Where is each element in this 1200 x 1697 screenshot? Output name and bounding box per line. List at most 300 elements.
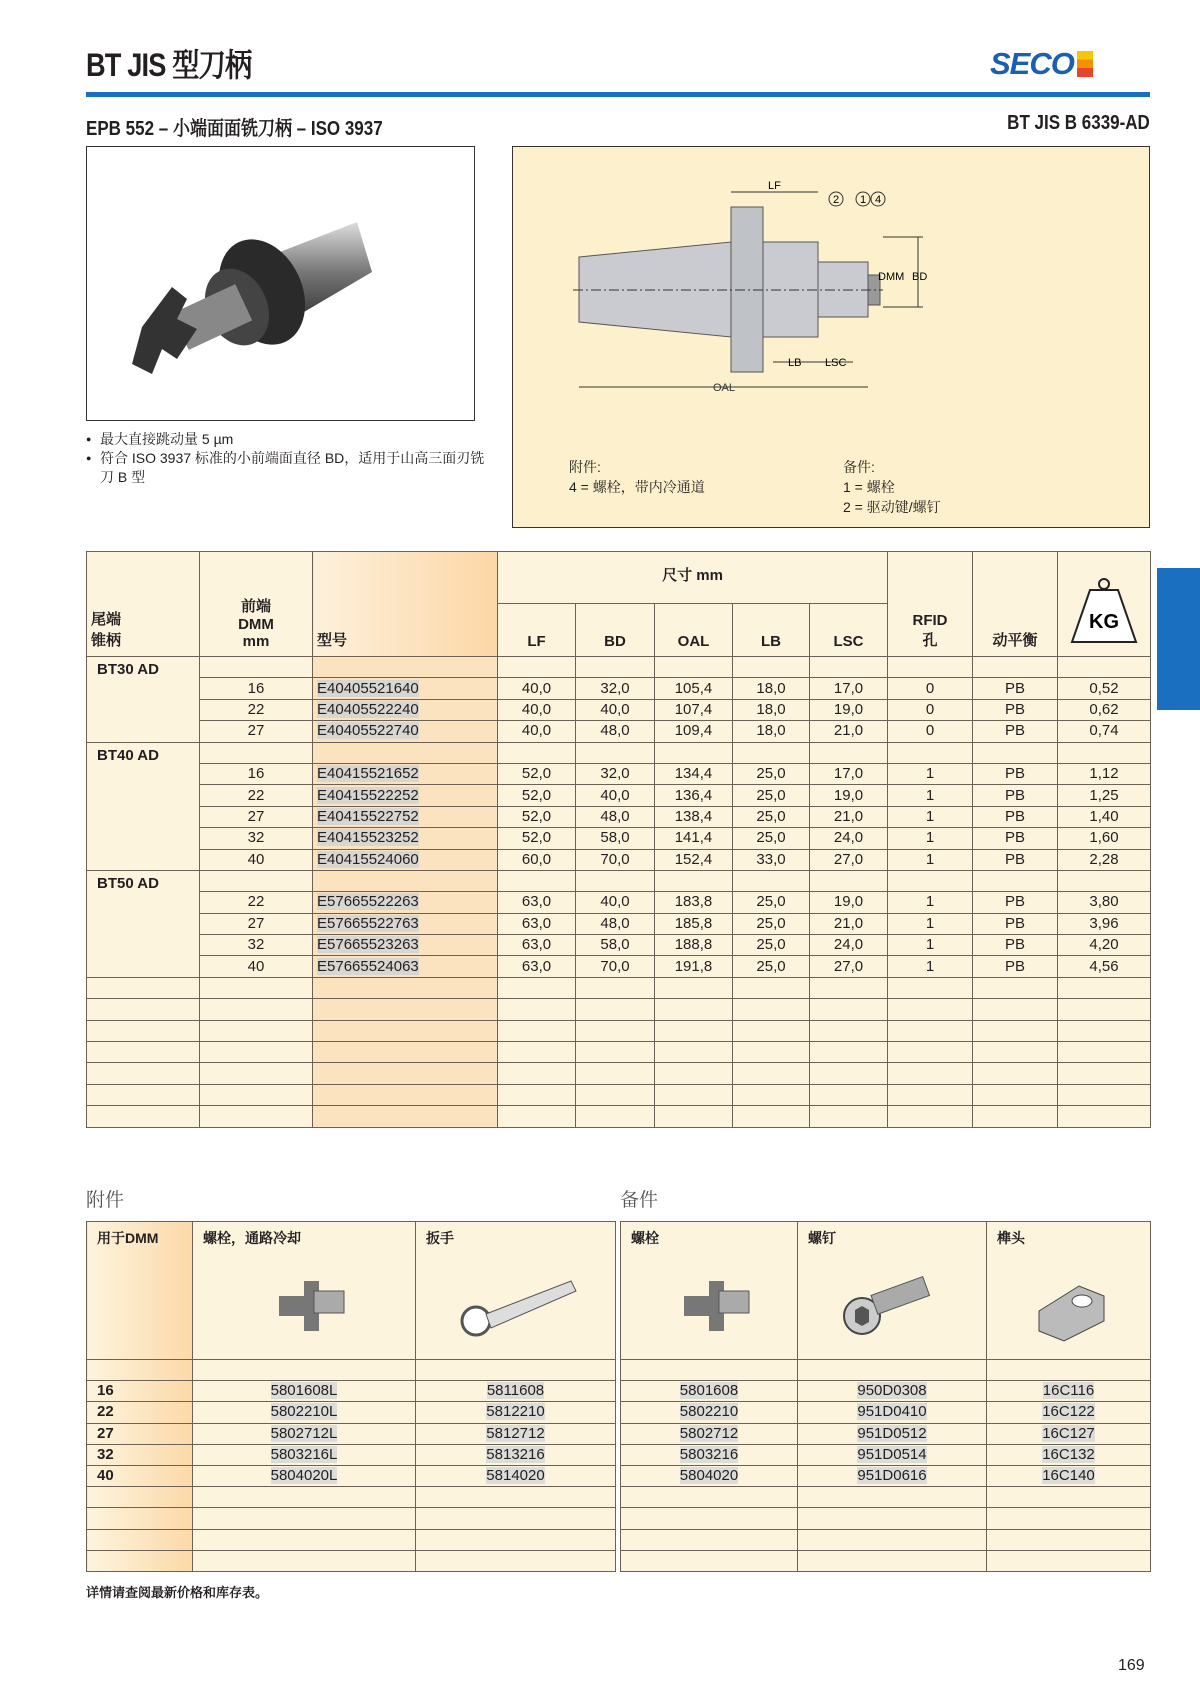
table-row bbox=[621, 1423, 1151, 1444]
col-header-bolt bbox=[621, 1222, 798, 1360]
part-number: 16C132 bbox=[1042, 1445, 1095, 1463]
bd-cell: 58,0 bbox=[576, 828, 655, 849]
table-row bbox=[87, 785, 1151, 806]
empty-cell bbox=[313, 1042, 498, 1063]
balance-cell: PB bbox=[973, 892, 1058, 913]
weight-cell: 0,62 bbox=[1058, 699, 1151, 720]
empty-cell bbox=[576, 1106, 655, 1127]
weight-cell: 4,56 bbox=[1058, 956, 1151, 977]
header-label: 榫头 bbox=[997, 1230, 1025, 1246]
empty-cell bbox=[973, 742, 1058, 763]
balance-cell: PB bbox=[973, 785, 1058, 806]
lsc-cell: 19,0 bbox=[810, 699, 888, 720]
empty-cell bbox=[1058, 742, 1151, 763]
empty-cell bbox=[416, 1529, 616, 1550]
spares-note-title: 备件: bbox=[843, 459, 875, 475]
product-subtitle: EPB 552 – 小端面面铣刀柄 – ISO 3937 bbox=[86, 118, 383, 140]
weight-cell: 3,96 bbox=[1058, 913, 1151, 934]
empty-cell bbox=[313, 999, 498, 1020]
empty-row bbox=[87, 1084, 1151, 1105]
empty-row bbox=[87, 1020, 1151, 1041]
value-cell bbox=[193, 1381, 416, 1402]
empty-cell bbox=[973, 977, 1058, 998]
empty-cell bbox=[621, 1550, 798, 1571]
model-number: E40405522240 bbox=[317, 700, 419, 718]
empty-row bbox=[87, 1063, 1151, 1084]
empty-row bbox=[87, 1550, 616, 1571]
empty-cell bbox=[973, 657, 1058, 678]
empty-cell bbox=[193, 1487, 416, 1508]
bd-cell: 48,0 bbox=[576, 913, 655, 934]
oal-cell: 138,4 bbox=[655, 806, 733, 827]
rfid-cell: 0 bbox=[888, 721, 973, 742]
empty-cell bbox=[655, 1063, 733, 1084]
lf-cell: 63,0 bbox=[498, 956, 576, 977]
empty-cell bbox=[200, 1020, 313, 1041]
empty-cell bbox=[87, 1042, 200, 1063]
oal-cell: 109,4 bbox=[655, 721, 733, 742]
value-cell bbox=[193, 1465, 416, 1486]
empty-cell bbox=[416, 1487, 616, 1508]
empty-cell bbox=[655, 1106, 733, 1127]
lsc-cell: 27,0 bbox=[810, 849, 888, 870]
dmm-cell: 16 bbox=[200, 678, 313, 699]
bd-cell: 48,0 bbox=[576, 721, 655, 742]
part-number: 16C127 bbox=[1042, 1424, 1095, 1442]
table-row bbox=[87, 678, 1151, 699]
header-divider bbox=[86, 92, 1150, 97]
value-cell bbox=[416, 1444, 616, 1465]
dmm-cell: 16 bbox=[200, 763, 313, 784]
shank-group-label: BT30 AD bbox=[87, 657, 200, 743]
model-number: E57665523263 bbox=[317, 936, 419, 954]
value-cell bbox=[621, 1465, 798, 1486]
weight-cell: 4,20 bbox=[1058, 935, 1151, 956]
standard-label: BT JIS B 6339-AD bbox=[1007, 112, 1150, 134]
col-header-rfid: RFID 孔 bbox=[888, 552, 973, 657]
bd-cell: 58,0 bbox=[576, 935, 655, 956]
table-row bbox=[87, 1402, 616, 1423]
balance-cell: PB bbox=[973, 828, 1058, 849]
col-header-screw bbox=[798, 1222, 987, 1360]
part-number: 5803216L bbox=[270, 1445, 338, 1463]
model-cell bbox=[313, 892, 498, 913]
balance-cell: PB bbox=[973, 913, 1058, 934]
empty-cell bbox=[888, 977, 973, 998]
weight-cell: 2,28 bbox=[1058, 849, 1151, 870]
lb-cell: 25,0 bbox=[733, 913, 810, 934]
value-cell bbox=[193, 1444, 416, 1465]
empty-cell bbox=[888, 657, 973, 678]
table-row bbox=[87, 913, 1151, 934]
empty-cell bbox=[621, 1487, 798, 1508]
weight-cell: 1,60 bbox=[1058, 828, 1151, 849]
value-cell bbox=[621, 1402, 798, 1423]
part-number: 951D0410 bbox=[857, 1403, 927, 1421]
model-cell bbox=[313, 785, 498, 806]
part-number: 5812712 bbox=[486, 1424, 545, 1442]
col-header-dmm: 前端 DMM mm bbox=[200, 552, 313, 657]
empty-cell bbox=[87, 977, 200, 998]
balance-cell: PB bbox=[973, 763, 1058, 784]
empty-cell bbox=[810, 1042, 888, 1063]
empty-cell bbox=[1058, 1063, 1151, 1084]
dmm-cell: 32 bbox=[200, 935, 313, 956]
empty-cell bbox=[810, 657, 888, 678]
empty-cell bbox=[621, 1529, 798, 1550]
table-row bbox=[87, 956, 1151, 977]
empty-cell bbox=[313, 977, 498, 998]
empty-row bbox=[87, 1360, 616, 1381]
accessories-note bbox=[569, 457, 705, 497]
empty-cell bbox=[810, 999, 888, 1020]
model-cell bbox=[313, 935, 498, 956]
empty-cell bbox=[313, 1084, 498, 1105]
accessories-title: 附件 bbox=[86, 1190, 125, 1211]
feature-list bbox=[86, 430, 486, 487]
col-header-lf: LF bbox=[498, 604, 576, 657]
empty-cell bbox=[498, 870, 576, 891]
empty-cell bbox=[621, 1360, 798, 1381]
empty-cell bbox=[733, 1106, 810, 1127]
col-header-bd: BD bbox=[576, 604, 655, 657]
col-header-model: 型号 bbox=[313, 552, 498, 657]
lf-cell: 52,0 bbox=[498, 763, 576, 784]
wrench-icon bbox=[446, 1266, 586, 1346]
lf-label: LF bbox=[768, 180, 781, 192]
empty-cell bbox=[498, 1020, 576, 1041]
empty-cell bbox=[87, 1508, 193, 1529]
empty-cell bbox=[733, 742, 810, 763]
model-cell bbox=[313, 721, 498, 742]
lb-cell: 33,0 bbox=[733, 849, 810, 870]
empty-cell bbox=[798, 1487, 987, 1508]
weight-icon bbox=[1068, 576, 1140, 646]
dmm-cell: 27 bbox=[200, 806, 313, 827]
screw-icon bbox=[837, 1266, 947, 1346]
empty-cell bbox=[576, 1084, 655, 1105]
empty-cell bbox=[655, 1042, 733, 1063]
lsc-cell: 27,0 bbox=[810, 956, 888, 977]
value-cell bbox=[416, 1465, 616, 1486]
toolholder-drawing-icon bbox=[513, 147, 1151, 437]
bolt-icon bbox=[664, 1266, 754, 1346]
model-cell bbox=[313, 913, 498, 934]
empty-cell bbox=[888, 870, 973, 891]
value-cell bbox=[798, 1381, 987, 1402]
table-row bbox=[87, 849, 1151, 870]
empty-cell bbox=[810, 742, 888, 763]
empty-cell bbox=[193, 1550, 416, 1571]
model-number: E40415522752 bbox=[317, 807, 419, 825]
empty-cell bbox=[733, 977, 810, 998]
col-header-oal: OAL bbox=[655, 604, 733, 657]
empty-cell bbox=[987, 1550, 1151, 1571]
rfid-cell: 1 bbox=[888, 828, 973, 849]
bd-cell: 70,0 bbox=[576, 956, 655, 977]
page-title: BT JIS 型刀柄 bbox=[86, 47, 252, 83]
empty-cell bbox=[200, 657, 313, 678]
part-number: 950D0308 bbox=[857, 1382, 927, 1400]
table-row bbox=[87, 1465, 616, 1486]
table-row bbox=[621, 1402, 1151, 1423]
empty-row bbox=[87, 1529, 616, 1550]
weight-cell: 3,80 bbox=[1058, 892, 1151, 913]
empty-cell bbox=[200, 1063, 313, 1084]
empty-cell bbox=[193, 1508, 416, 1529]
empty-cell bbox=[888, 999, 973, 1020]
empty-cell bbox=[1058, 870, 1151, 891]
lb-label: LB bbox=[788, 357, 802, 369]
model-number: E57665524063 bbox=[317, 957, 419, 975]
table-row bbox=[87, 721, 1151, 742]
model-cell bbox=[313, 806, 498, 827]
toolholder-image-icon bbox=[87, 147, 476, 422]
lf-cell: 52,0 bbox=[498, 828, 576, 849]
empty-row bbox=[621, 1508, 1151, 1529]
empty-cell bbox=[1058, 1084, 1151, 1105]
empty-cell bbox=[888, 1063, 973, 1084]
drive-key-icon bbox=[1024, 1266, 1114, 1346]
bd-cell: 48,0 bbox=[576, 806, 655, 827]
header-label: 扳手 bbox=[426, 1230, 454, 1246]
empty-cell bbox=[576, 742, 655, 763]
lb-cell: 25,0 bbox=[733, 785, 810, 806]
value-cell bbox=[416, 1423, 616, 1444]
empty-row bbox=[87, 999, 1151, 1020]
rfid-cell: 1 bbox=[888, 892, 973, 913]
empty-cell bbox=[576, 1042, 655, 1063]
lb-cell: 18,0 bbox=[733, 721, 810, 742]
part-number: 5804020L bbox=[270, 1467, 338, 1485]
model-number: E40415522252 bbox=[317, 786, 419, 804]
logo-mark-icon bbox=[1077, 51, 1093, 77]
empty-cell bbox=[973, 1020, 1058, 1041]
part-number: 5811608 bbox=[486, 1382, 545, 1400]
empty-cell bbox=[973, 999, 1058, 1020]
value-cell bbox=[621, 1444, 798, 1465]
table-row bbox=[87, 1423, 616, 1444]
empty-cell bbox=[576, 977, 655, 998]
balance-cell: PB bbox=[973, 678, 1058, 699]
lb-cell: 25,0 bbox=[733, 763, 810, 784]
oal-cell: 136,4 bbox=[655, 785, 733, 806]
page-number: 169 bbox=[1118, 1657, 1145, 1674]
bd-cell: 32,0 bbox=[576, 763, 655, 784]
empty-cell bbox=[655, 870, 733, 891]
part-number: 16C140 bbox=[1042, 1467, 1095, 1485]
shank-group-label: BT40 AD bbox=[87, 742, 200, 870]
spares-table bbox=[620, 1221, 1151, 1572]
part-number: 5801608 bbox=[679, 1382, 739, 1400]
empty-cell bbox=[655, 1084, 733, 1105]
coolant-bolt-icon bbox=[259, 1266, 349, 1346]
empty-cell bbox=[1058, 1020, 1151, 1041]
oal-cell: 191,8 bbox=[655, 956, 733, 977]
model-number: E57665522263 bbox=[317, 893, 419, 911]
rfid-cell: 1 bbox=[888, 956, 973, 977]
bd-cell: 40,0 bbox=[576, 785, 655, 806]
empty-cell bbox=[498, 657, 576, 678]
bd-cell: 40,0 bbox=[576, 699, 655, 720]
table-row bbox=[87, 1444, 616, 1465]
header-label: 用于DMM bbox=[97, 1230, 159, 1246]
bd-cell: 32,0 bbox=[576, 678, 655, 699]
empty-cell bbox=[87, 1020, 200, 1041]
part-number: 5802712L bbox=[270, 1424, 338, 1442]
dmm-label: DMM bbox=[878, 271, 905, 283]
lf-cell: 63,0 bbox=[498, 913, 576, 934]
oal-cell: 185,8 bbox=[655, 913, 733, 934]
model-number: E40405521640 bbox=[317, 679, 419, 697]
product-photo bbox=[86, 146, 475, 421]
col-header-dimensions: 尺寸 mm bbox=[498, 552, 888, 604]
empty-cell bbox=[810, 870, 888, 891]
empty-row bbox=[87, 1106, 1151, 1127]
accessories-note-title: 附件: bbox=[569, 459, 601, 475]
col-header-wrench bbox=[416, 1222, 616, 1360]
lsc-label: LSC bbox=[825, 357, 847, 369]
seco-logo bbox=[990, 46, 1093, 82]
accessories-table bbox=[86, 1221, 616, 1572]
weight-unit: KG bbox=[1089, 611, 1119, 633]
empty-cell bbox=[576, 999, 655, 1020]
empty-cell bbox=[733, 1063, 810, 1084]
empty-cell bbox=[313, 742, 498, 763]
empty-cell bbox=[973, 1106, 1058, 1127]
lf-cell: 52,0 bbox=[498, 785, 576, 806]
empty-cell bbox=[87, 1360, 193, 1381]
table-row bbox=[87, 699, 1151, 720]
model-number: E40415521652 bbox=[317, 765, 419, 783]
empty-cell bbox=[87, 1487, 193, 1508]
dmm-cell: 22 bbox=[200, 892, 313, 913]
group-row bbox=[87, 742, 1151, 763]
value-cell: 40 bbox=[87, 1465, 193, 1486]
lf-cell: 63,0 bbox=[498, 892, 576, 913]
empty-cell bbox=[498, 1042, 576, 1063]
rfid-cell: 0 bbox=[888, 699, 973, 720]
value-cell: 16 bbox=[87, 1381, 193, 1402]
empty-cell bbox=[798, 1508, 987, 1529]
shank-group-label: BT50 AD bbox=[87, 870, 200, 977]
lb-cell: 25,0 bbox=[733, 806, 810, 827]
col-header-lb: LB bbox=[733, 604, 810, 657]
spares-note bbox=[843, 457, 941, 517]
empty-cell bbox=[193, 1529, 416, 1550]
table-row bbox=[87, 892, 1151, 913]
callout-2: 2 bbox=[833, 194, 840, 206]
col-header-lsc: LSC bbox=[810, 604, 888, 657]
part-number: 5814020 bbox=[486, 1467, 545, 1485]
value-cell bbox=[987, 1465, 1151, 1486]
oal-cell: 183,8 bbox=[655, 892, 733, 913]
empty-cell bbox=[87, 1084, 200, 1105]
empty-cell bbox=[1058, 977, 1151, 998]
part-number: 951D0514 bbox=[857, 1445, 927, 1463]
section-tab bbox=[1157, 568, 1200, 710]
empty-cell bbox=[888, 1106, 973, 1127]
empty-cell bbox=[87, 1106, 200, 1127]
model-number: E57665522763 bbox=[317, 914, 419, 932]
empty-cell bbox=[987, 1360, 1151, 1381]
empty-cell bbox=[798, 1360, 987, 1381]
lsc-cell: 17,0 bbox=[810, 763, 888, 784]
empty-cell bbox=[733, 999, 810, 1020]
empty-cell bbox=[200, 977, 313, 998]
lb-cell: 25,0 bbox=[733, 828, 810, 849]
feature-item: ● 最大直接跳动量 5 µm bbox=[86, 430, 486, 449]
empty-cell bbox=[810, 1063, 888, 1084]
value-cell bbox=[798, 1402, 987, 1423]
feature-item: ● 符合 ISO 3937 标准的小前端面直径 BD，适用于山高三面刃铣刀 B 型 bbox=[86, 449, 486, 487]
lb-cell: 25,0 bbox=[733, 892, 810, 913]
empty-cell bbox=[498, 977, 576, 998]
value-cell bbox=[987, 1444, 1151, 1465]
empty-cell bbox=[576, 657, 655, 678]
spares-note-item: 1 = 螺栓 bbox=[843, 479, 895, 495]
callout-1: 1 bbox=[860, 194, 867, 206]
empty-cell bbox=[888, 1084, 973, 1105]
rfid-cell: 1 bbox=[888, 935, 973, 956]
table-row bbox=[87, 806, 1151, 827]
table-row bbox=[87, 935, 1151, 956]
balance-cell: PB bbox=[973, 849, 1058, 870]
model-cell bbox=[313, 678, 498, 699]
weight-cell: 1,25 bbox=[1058, 785, 1151, 806]
lsc-cell: 19,0 bbox=[810, 892, 888, 913]
col-header-key bbox=[987, 1222, 1151, 1360]
part-number: 16C116 bbox=[1042, 1382, 1095, 1400]
lf-cell: 52,0 bbox=[498, 806, 576, 827]
value-cell bbox=[987, 1402, 1151, 1423]
lb-cell: 18,0 bbox=[733, 678, 810, 699]
empty-cell bbox=[200, 870, 313, 891]
oal-cell: 134,4 bbox=[655, 763, 733, 784]
model-cell bbox=[313, 956, 498, 977]
oal-cell: 188,8 bbox=[655, 935, 733, 956]
empty-cell bbox=[200, 1042, 313, 1063]
dmm-cell: 22 bbox=[200, 785, 313, 806]
empty-cell bbox=[313, 1063, 498, 1084]
footnote: 详情请查阅最新价格和库存表。 bbox=[86, 1585, 269, 1600]
empty-row bbox=[621, 1529, 1151, 1550]
value-cell: 22 bbox=[87, 1402, 193, 1423]
rfid-cell: 1 bbox=[888, 763, 973, 784]
empty-cell bbox=[200, 999, 313, 1020]
value-cell bbox=[193, 1423, 416, 1444]
lsc-cell: 17,0 bbox=[810, 678, 888, 699]
oal-cell: 152,4 bbox=[655, 849, 733, 870]
rfid-cell: 0 bbox=[888, 678, 973, 699]
value-cell bbox=[798, 1465, 987, 1486]
empty-cell bbox=[888, 1042, 973, 1063]
empty-cell bbox=[810, 1084, 888, 1105]
value-cell: 27 bbox=[87, 1423, 193, 1444]
oal-cell: 105,4 bbox=[655, 678, 733, 699]
value-cell: 32 bbox=[87, 1444, 193, 1465]
empty-cell bbox=[498, 999, 576, 1020]
part-number: 5813216 bbox=[486, 1445, 545, 1463]
dmm-cell: 40 bbox=[200, 849, 313, 870]
rfid-cell: 1 bbox=[888, 806, 973, 827]
empty-cell bbox=[973, 1042, 1058, 1063]
lsc-cell: 21,0 bbox=[810, 721, 888, 742]
group-row bbox=[87, 657, 1151, 678]
part-number: 5802210 bbox=[679, 1403, 739, 1421]
balance-cell: PB bbox=[973, 721, 1058, 742]
empty-cell bbox=[416, 1360, 616, 1381]
